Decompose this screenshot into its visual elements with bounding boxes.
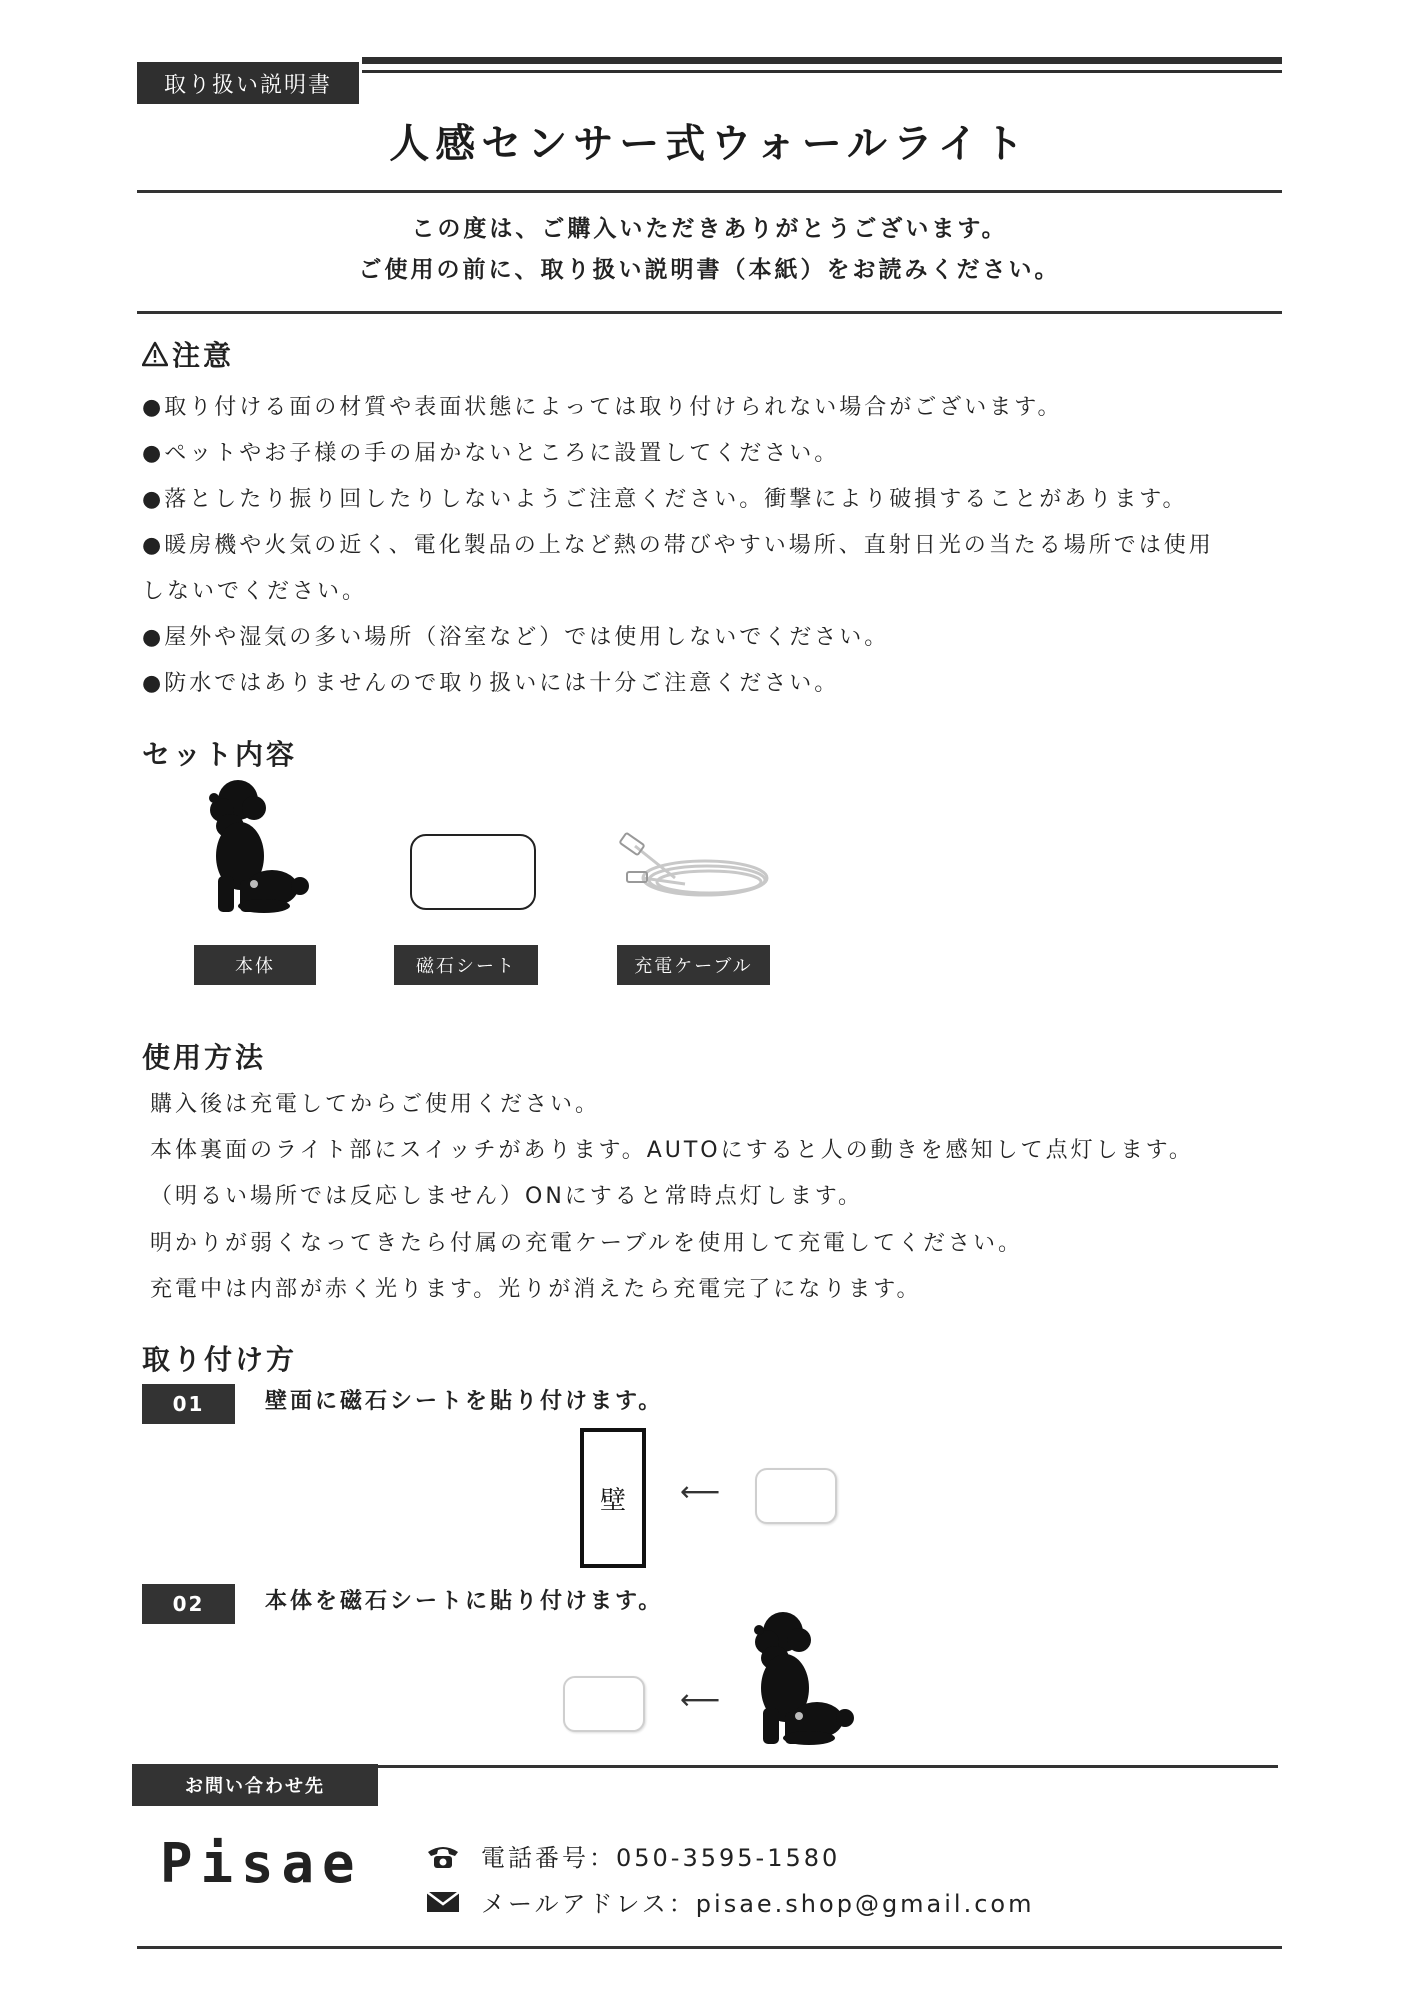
document-type-tag: 取り扱い説明書 <box>137 62 359 104</box>
set-item-label-magnet: 磁石シート <box>394 945 538 985</box>
contact-phone: 電話番号：050-3595-1580 <box>481 1844 841 1872</box>
step-number-2: 02 <box>142 1584 235 1624</box>
step-number-1: 01 <box>142 1384 235 1424</box>
brand-logo: Pisae <box>160 1832 363 1895</box>
wall-diagram <box>580 1428 646 1568</box>
usage-line-2: 本体裏面のライト部にスイッチがあります。AUTOにすると人の動きを感知して点灯します。 <box>150 1138 1194 1163</box>
divider-intro <box>137 311 1282 314</box>
mail-icon <box>425 1889 461 1915</box>
dog-light-image <box>200 776 315 914</box>
contact-email-row <box>425 1884 1034 1919</box>
caution-line-4: ●暖房機や火気の近く、電化製品の上など熱の帯びやすい場所、直射日光の当たる場所では使用 <box>142 533 1214 558</box>
warning-icon <box>142 341 168 367</box>
caution-heading-text: 注意 <box>172 339 235 372</box>
caution-line-2: ●ペットやお子様の手の届かないところに設置してください。 <box>142 441 840 466</box>
set-contents-heading: セット内容 <box>142 738 298 771</box>
arrow-left-icon: ⟵ <box>680 1475 721 1508</box>
usage-line-1: 購入後は充電してからご使用ください。 <box>150 1092 601 1117</box>
usage-line-3: （明るい場所では反応しません）ONにすると常時点灯します。 <box>150 1184 864 1209</box>
magnet-sheet-image <box>410 834 536 910</box>
contact-rule <box>378 1765 1278 1768</box>
divider-top <box>137 190 1282 193</box>
page-title: 人感センサー式ウォールライト <box>389 121 1030 167</box>
set-item-label-cable: 充電ケーブル <box>617 945 770 985</box>
set-item-label-body: 本体 <box>194 945 316 985</box>
header-rule-thin <box>362 70 1282 73</box>
caution-line-1: ●取り付ける面の材質や表面状態によっては取り付けられない場合がございます。 <box>142 395 1063 420</box>
contact-phone-row <box>425 1838 840 1873</box>
caution-line-6: ●防水ではありませんので取り扱いには十分ご注意ください。 <box>142 671 840 696</box>
divider-bottom <box>137 1946 1282 1949</box>
usage-line-5: 充電中は内部が赤く光ります。光りが消えたら充電完了になります。 <box>150 1277 922 1302</box>
dog-light-step2-image <box>745 1608 860 1746</box>
magnet-sheet-step2-image <box>563 1676 645 1732</box>
intro-line-2: ご使用の前に、取り扱い説明書（本紙）をお読みください。 <box>358 257 1061 283</box>
contact-email: メールアドレス：pisae.shop@gmail.com <box>481 1890 1035 1918</box>
phone-icon <box>425 1842 461 1870</box>
contact-tag: お問い合わせ先 <box>132 1764 378 1806</box>
header-rule-thick <box>362 57 1282 64</box>
step-text-2: 本体を磁石シートに貼り付けます。 <box>265 1589 664 1614</box>
wall-label: 壁 <box>599 1485 626 1516</box>
magnet-sheet-step1-image <box>755 1468 837 1524</box>
usage-heading: 使用方法 <box>142 1041 267 1074</box>
caution-line-4-cont: しないでください。 <box>142 579 368 604</box>
caution-heading <box>142 334 234 374</box>
intro-line-1: この度は、ご購入いただきありがとうございます。 <box>411 216 1008 242</box>
caution-line-5: ●屋外や湿気の多い場所（浴室など）では使用しないでください。 <box>142 625 890 650</box>
usage-line-4: 明かりが弱くなってきたら付属の充電ケーブルを使用して充電してください。 <box>150 1231 1024 1256</box>
arrow-left-icon-2: ⟵ <box>680 1683 721 1716</box>
step-text-1: 壁面に磁石シートを貼り付けます。 <box>265 1389 664 1414</box>
charging-cable-image <box>615 832 775 910</box>
install-heading: 取り付け方 <box>142 1343 298 1376</box>
caution-line-3: ●落としたり振り回したりしないようご注意ください。衝撃により破損することがあります。 <box>142 487 1188 512</box>
